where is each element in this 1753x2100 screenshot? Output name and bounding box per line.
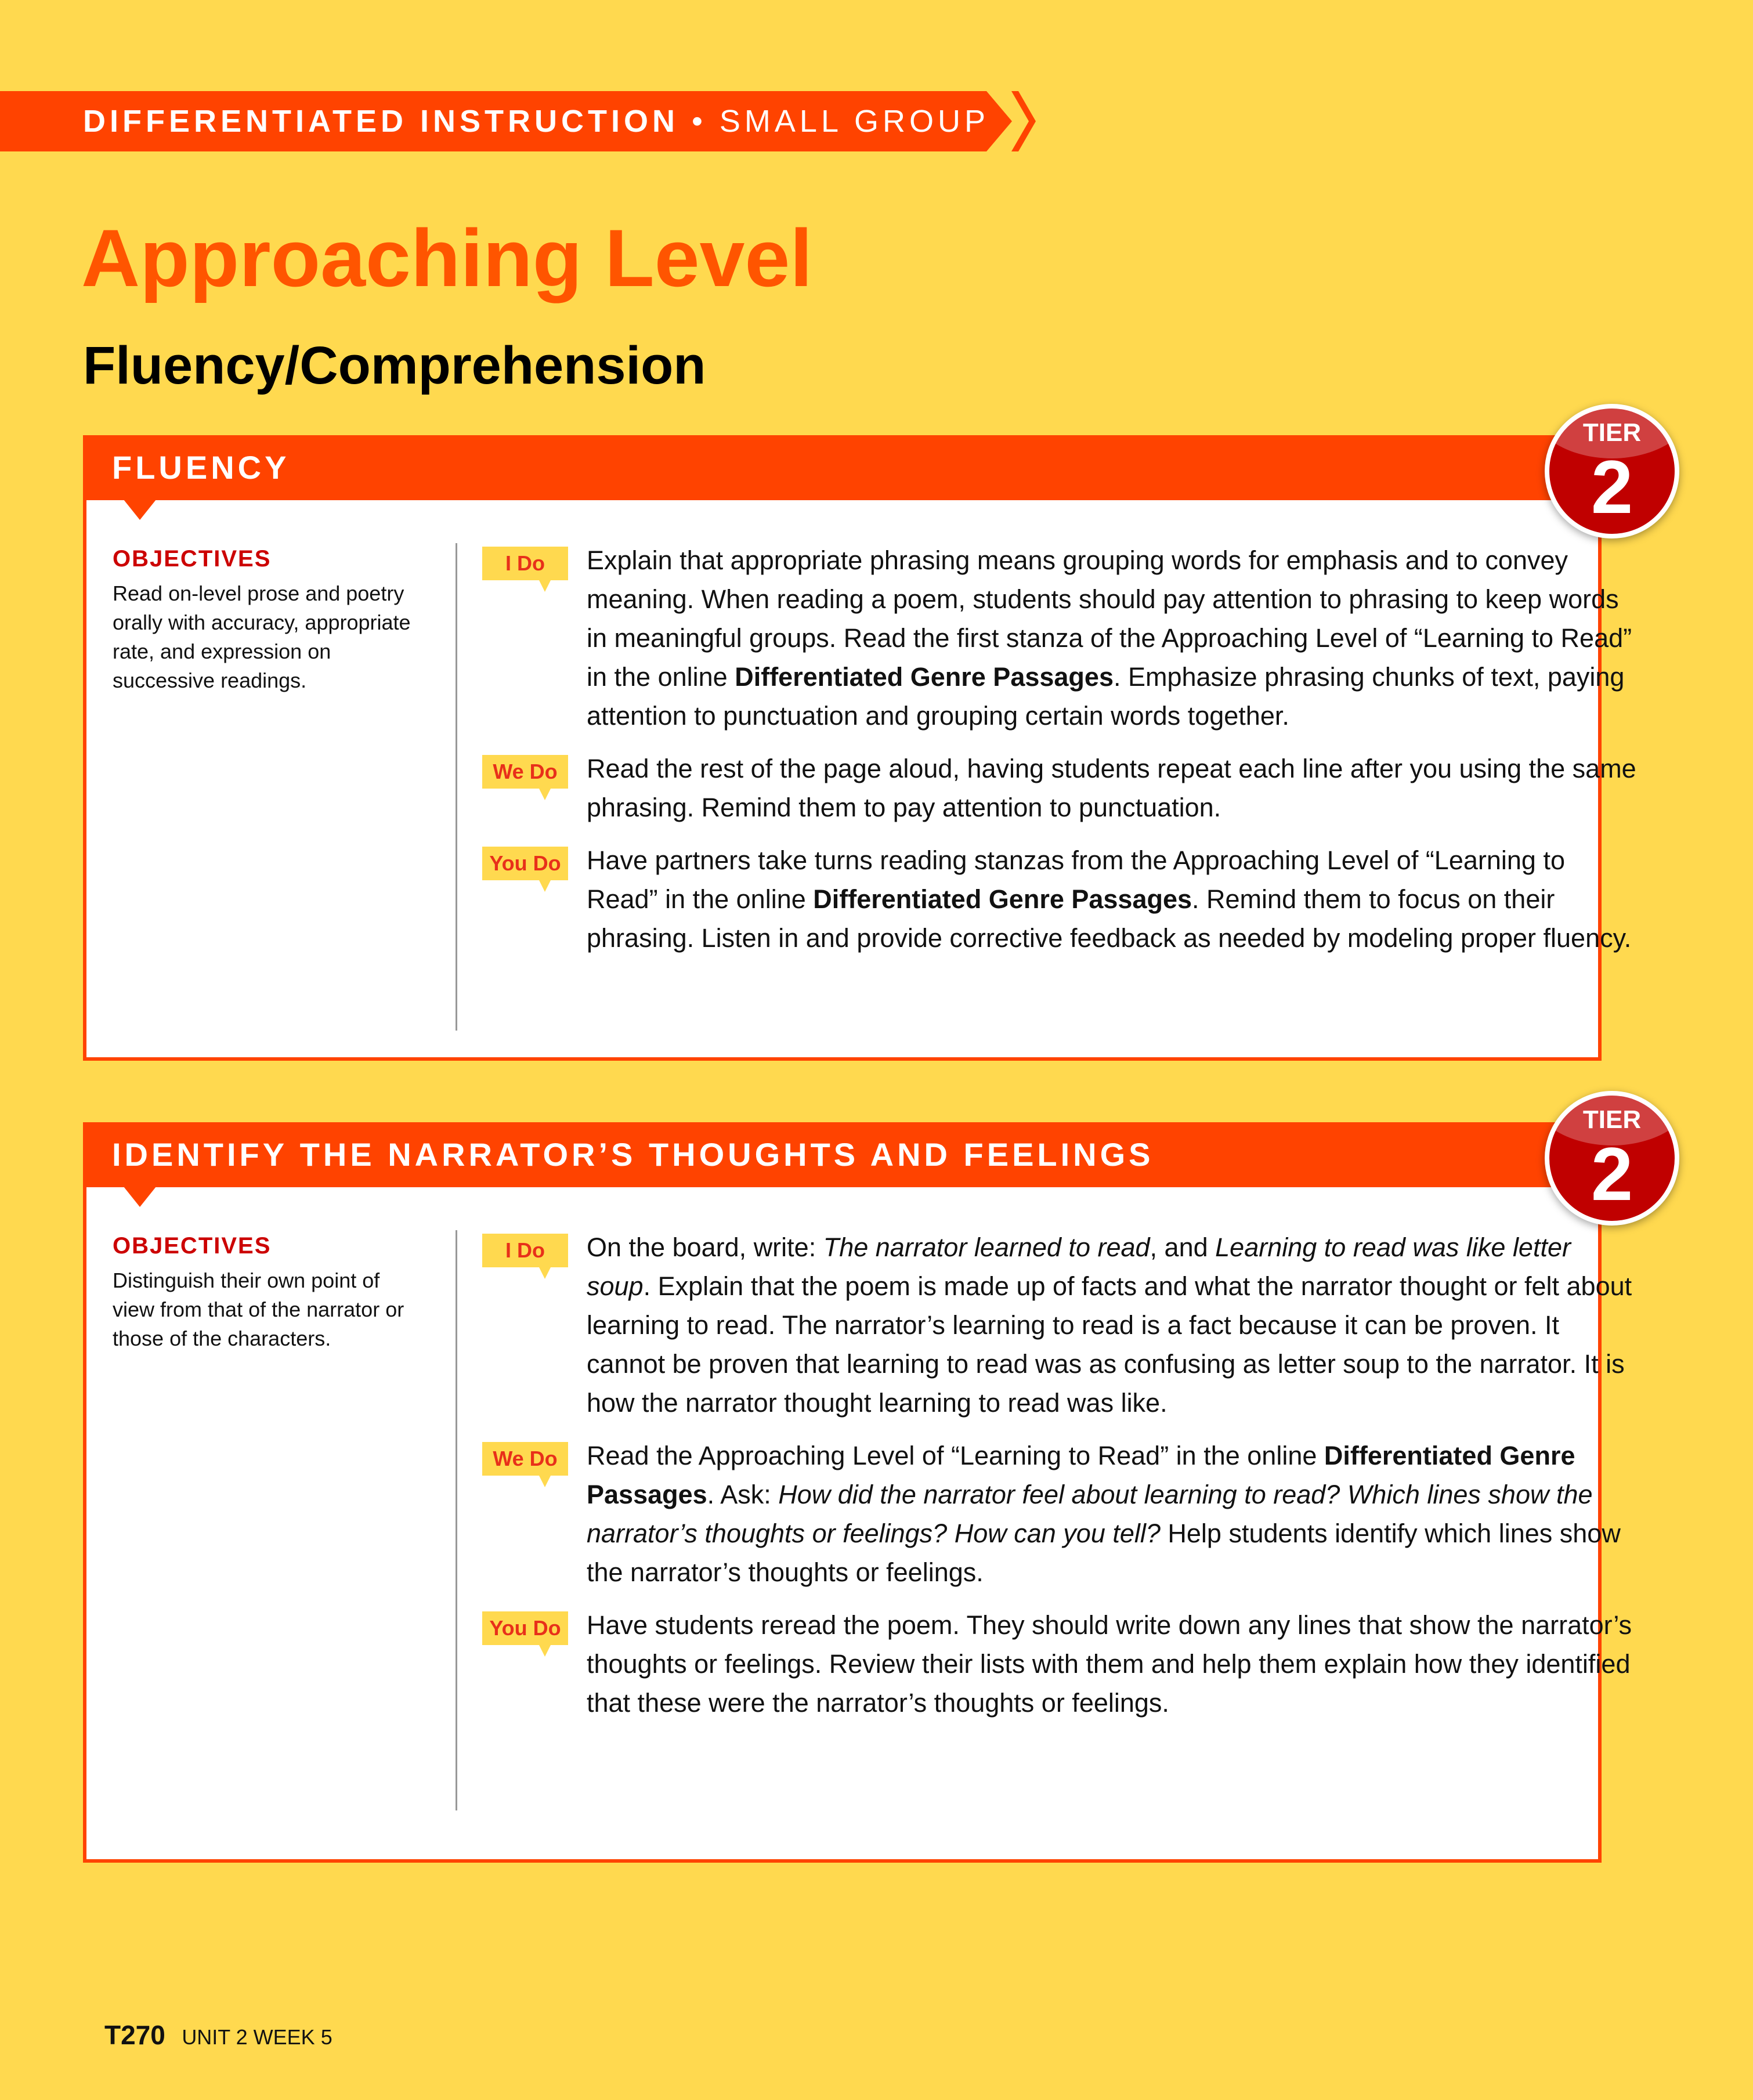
tier-number: 2 — [1591, 1132, 1633, 1216]
step-badge: You Do — [482, 847, 568, 880]
step-text — [587, 749, 1637, 827]
page-subtitle: Fluency/Comprehension — [83, 336, 706, 395]
step-we-do — [482, 749, 1637, 827]
text-segment: , and — [1150, 1232, 1216, 1262]
section-heading: FLUENCY — [112, 449, 290, 486]
text-segment: On the board, write: — [587, 1232, 823, 1262]
footer — [104, 2019, 332, 2051]
text-segment: Help students identify which lines show the narrator’s thoughts or feelings. — [587, 1519, 1621, 1587]
step-badge: We Do — [482, 755, 568, 789]
bold-text: Differentiated Genre Passages — [735, 662, 1114, 692]
banner-text — [83, 91, 989, 151]
text-segment: Explain that appropriate phrasing means grouping words for emphasis and to convey meaning. When reading a poem, students should pay attention to phrasing to keep words in meaningful groups. Read the first stanza of the Approaching Level of “Learning to Read” in the online — [587, 545, 1632, 692]
text-segment: . Ask: — [707, 1480, 779, 1509]
tier-number: 2 — [1591, 444, 1633, 529]
step-we-do — [482, 1436, 1637, 1592]
section-header — [83, 1122, 1602, 1187]
tier-badge — [1545, 1091, 1679, 1226]
instruction-steps — [482, 1228, 1637, 1736]
step-i-do — [482, 541, 1637, 735]
tier-badge — [1545, 404, 1679, 538]
section-heading: IDENTIFY THE NARRATOR’S THOUGHTS AND FEELINGS — [112, 1136, 1154, 1173]
italic-text: The narrator learned to read — [823, 1232, 1150, 1262]
objectives-text: Distinguish their own point of view from that of the narrator or those of the characters. — [113, 1268, 404, 1350]
step-you-do — [482, 1606, 1637, 1722]
step-badge: I Do — [482, 1234, 568, 1267]
step-text — [587, 1436, 1637, 1592]
objectives — [113, 546, 414, 695]
text-segment: Read the Approaching Level of “Learning to Read” in the online — [587, 1441, 1324, 1470]
step-i-do — [482, 1228, 1637, 1422]
section-header — [83, 435, 1602, 500]
text-segment: Have partners take turns reading stanzas from the Approaching Level of “Learning to Read” in the online — [587, 845, 1565, 914]
banner-bold: DIFFERENTIATED INSTRUCTION — [83, 104, 679, 139]
objectives-title: OBJECTIVES — [113, 546, 272, 572]
banner-separator: • — [691, 104, 707, 139]
header-notch — [121, 1184, 158, 1207]
italic-text: How did the narrator feel about learning to read? Which lines show the narrator’s thoughts or feelings? How can you tell? — [587, 1480, 1593, 1548]
bold-text: Differentiated Genre Passages — [813, 884, 1192, 914]
header-notch — [121, 497, 158, 520]
text-segment: . Remind them to focus on their phrasing. Listen in and provide corrective feedback as needed by modeling proper fluency. — [587, 884, 1632, 953]
fluency-section — [83, 418, 1642, 1061]
tier-label: TIER — [1582, 418, 1642, 447]
text-segment: . Explain that the poem is made up of facts and what the narrator thought or felt about learning to read. The narrator’s learning to read is a fact because it can be proven. It cannot be proven that learning to read was as confusing as letter soup to the narrator. It is how the narrator thought learning to read was like. — [587, 1271, 1632, 1418]
column-divider — [456, 543, 457, 1031]
chevron-right-icon — [1007, 91, 1036, 151]
banner-light: SMALL GROUP — [719, 104, 990, 139]
narrator-section — [83, 1105, 1642, 1863]
column-divider — [456, 1230, 457, 1810]
step-badge: We Do — [482, 1442, 568, 1476]
objectives — [113, 1233, 414, 1353]
page-number: T270 — [104, 2020, 165, 2050]
text-segment: Read the rest of the page aloud, having students repeat each line after you using the same phrasing. Remind them to pay attention to punctuation. — [587, 754, 1636, 822]
step-you-do — [482, 841, 1637, 957]
step-text — [587, 841, 1637, 957]
unit-week: UNIT 2 WEEK 5 — [182, 2025, 332, 2049]
italic-text: Learning to read was like letter soup — [587, 1232, 1571, 1301]
tier-label: TIER — [1582, 1105, 1642, 1134]
page-title: Approaching Level — [81, 212, 813, 303]
step-badge: I Do — [482, 547, 568, 580]
text-segment: . Emphasize phrasing chunks of text, paying attention to punctuation and grouping certain words together. — [587, 662, 1625, 731]
bold-text: Differentiated Genre Passages — [587, 1441, 1575, 1509]
objectives-title: OBJECTIVES — [113, 1233, 272, 1259]
step-text — [587, 541, 1637, 735]
instruction-steps — [482, 541, 1637, 971]
text-segment: Have students reread the poem. They should write down any lines that show the narrator’s thoughts or feelings. Review their lists with them and help them explain how they identified that these were the narrator’s thoughts or feelings. — [587, 1610, 1632, 1718]
step-text — [587, 1228, 1637, 1422]
step-badge: You Do — [482, 1611, 568, 1645]
step-text — [587, 1606, 1637, 1722]
objectives-text: Read on-level prose and poetry orally with accuracy, appropriate rate, and expression on successive readings. — [113, 581, 411, 692]
